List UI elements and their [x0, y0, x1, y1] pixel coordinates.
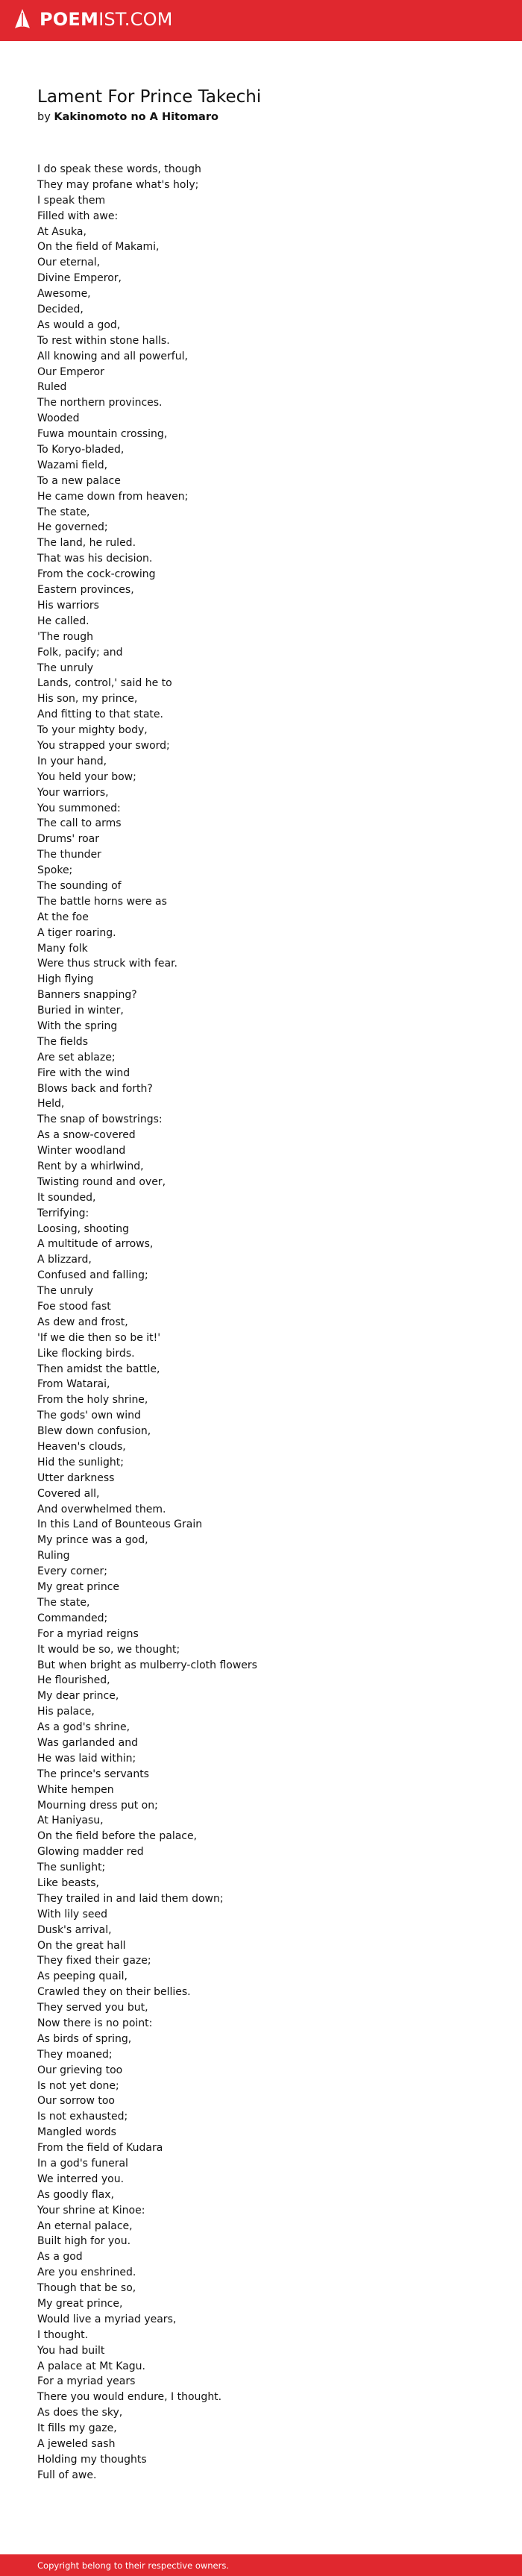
poem-byline [37, 110, 218, 124]
poem-line: Blew down confusion, [37, 1425, 151, 1438]
poem-line: Held, [37, 1098, 65, 1110]
poem-line: To rest within stone halls. [37, 334, 170, 347]
poem-line: On the field before the palace, [37, 1830, 198, 1843]
poem-line: Divine Emperor, [37, 272, 122, 285]
poem-line: The call to arms [37, 817, 122, 830]
poem-title: Lament For Prince Takechi [37, 87, 262, 107]
poem-line: Our Emperor [37, 365, 104, 378]
byline-label: by [37, 111, 51, 123]
poem-line: Filled with awe: [37, 210, 119, 222]
poem-line: Hid the sunlight; [37, 1456, 124, 1468]
poem-line: Wazami field, [37, 459, 108, 471]
poem-line: The fields [37, 1035, 88, 1048]
poem-line: Our eternal, [37, 257, 101, 269]
poem-line: From the holy shrine, [37, 1394, 148, 1407]
poem-line: The unruly [37, 1285, 94, 1298]
poem-line: Is not exhausted; [37, 2111, 128, 2123]
site-logo-text [40, 8, 173, 31]
poem-line: My great prince [37, 1581, 119, 1594]
poem-line: Eastern provinces, [37, 584, 134, 597]
poem-line: He called. [37, 615, 89, 627]
poem-line: As does the sky, [37, 2407, 123, 2419]
poem-line: Folk, pacify; and [37, 646, 123, 659]
poem-line: Glowing madder red [37, 1846, 144, 1859]
poem-line: Our grieving too [37, 2064, 123, 2076]
poem-line: We interred you. [37, 2173, 125, 2185]
poem-line: The battle horns were as [37, 895, 167, 908]
poem-line: It would be so, we thought; [37, 1643, 180, 1656]
poem-line: Fire with the wind [37, 1066, 130, 1079]
poem-body [37, 162, 257, 2484]
poem-line: Covered all, [37, 1487, 100, 1500]
poem-line: Buried in winter, [37, 1005, 124, 1017]
poem-line: It sounded, [37, 1191, 96, 1204]
poem-line: Every corner; [37, 1565, 107, 1578]
poem-line: Crawled they on their bellies. [37, 1986, 191, 1999]
poem-line: Is not yet done; [37, 2079, 119, 2092]
poem-line: The state, [37, 506, 90, 518]
poem-line: Terrifying: [37, 1207, 89, 1219]
poem-line: Ruled [37, 381, 67, 394]
poem-line: An eternal palace, [37, 2220, 133, 2232]
poem-line: At the foe [37, 911, 89, 923]
poem-line: Twisting round and over, [37, 1175, 166, 1188]
poem-line: Dusk's arrival, [37, 1923, 112, 1936]
poem-line: They fixed their gaze; [37, 1955, 151, 1967]
poem-line: The gods' own wind [37, 1410, 141, 1422]
poem-line: I thought. [37, 2328, 89, 2341]
poem-line: Drums' roar [37, 833, 99, 846]
logo-brand-bold: POEM [40, 9, 99, 30]
poem-line: Rent by a whirlwind, [37, 1160, 144, 1172]
poem-line: His warriors [37, 599, 99, 612]
poem-line: He was laid within; [37, 1752, 136, 1765]
poem-line: From the cock-crowing [37, 568, 156, 581]
poem-line: Awesome, [37, 288, 91, 301]
poem-line: In a god's funeral [37, 2158, 128, 2170]
poem-line: Commanded; [37, 1612, 108, 1624]
poem-line: With lily seed [37, 1908, 108, 1920]
poem-line: For a myriad reigns [37, 1627, 139, 1640]
poem-line: Holding my thoughts [37, 2453, 147, 2466]
poem-line: 'If we die then so be it!' [37, 1331, 161, 1344]
poem-line: It fills my gaze, [37, 2422, 117, 2435]
poem-line: Lands, control,' said he to [37, 677, 172, 690]
poem-line: He flourished, [37, 1674, 110, 1687]
poem-line: And overwhelmed them. [37, 1503, 166, 1515]
poem-line: In your hand, [37, 755, 107, 767]
poem-line: Full of awe. [37, 2469, 97, 2481]
poem-line: The thunder [37, 849, 101, 861]
poem-line: Heaven's clouds, [37, 1441, 126, 1454]
poem-line: Banners snapping? [37, 989, 137, 1002]
copyright-text: Copyright belong to their respective owners. [37, 2560, 230, 2571]
poem-line: Was garlanded and [37, 1736, 139, 1749]
poem-line: A tiger roaring. [37, 926, 116, 939]
poem-line: His palace, [37, 1706, 95, 1718]
poem-line: The prince's servants [37, 1768, 149, 1780]
poem-line: Are you enshrined. [37, 2266, 136, 2279]
poem-line: The state, [37, 1596, 90, 1609]
author-link[interactable]: Kakinomoto no A Hitomaro [54, 111, 218, 123]
poem-line: A blizzard, [37, 1254, 92, 1266]
poem-line: The northern provinces. [37, 397, 163, 409]
poem-line: The unruly [37, 662, 94, 674]
poem-line: Confused and falling; [37, 1269, 148, 1282]
poem-line: Though that be so, [37, 2282, 136, 2295]
poem-line: As dew and frost, [37, 1316, 128, 1328]
poem-line: As would a god, [37, 318, 121, 331]
poem-line: As birds of spring, [37, 2032, 132, 2045]
poem-line: At Haniyasu, [37, 1815, 104, 1827]
poem-line: With the spring [37, 1020, 118, 1032]
poem-line: They moaned; [37, 2048, 113, 2061]
logo-brand-light: IST.COM [98, 9, 173, 30]
poem-line: He governed; [37, 521, 108, 534]
poem-line: 'The rough [37, 630, 93, 643]
poem-line: There you would endure, I thought. [37, 2391, 222, 2404]
poem-line: In this Land of Bounteous Grain [37, 1518, 203, 1531]
poem-line: Now there is no point: [37, 2017, 153, 2029]
poem-line: Mangled words [37, 2126, 116, 2139]
poem-line: Many folk [37, 942, 88, 955]
poem-line: You had built [37, 2344, 105, 2357]
poem-line: I do speak these words, though [37, 163, 201, 175]
poem-line: Were thus struck with fear. [37, 958, 177, 970]
poem-line: The sounding of [37, 879, 122, 892]
poem-line: They served you but, [37, 2002, 148, 2014]
poem-line: The sunlight; [37, 1862, 106, 1874]
poem-line: A jeweled sash [37, 2438, 116, 2451]
poem-line: Would live a myriad years, [37, 2313, 177, 2325]
poem-line: Built high for you. [37, 2235, 131, 2248]
poem-line: Fuwa mountain crossing, [37, 428, 168, 441]
poem-line: Wooded [37, 412, 80, 425]
poem-line: That was his decision. [37, 553, 153, 565]
poem-line: On the field of Makami, [37, 241, 160, 254]
poem-line: Blows back and forth? [37, 1082, 153, 1095]
poem-line: Like beasts, [37, 1876, 99, 1889]
poem-line: All knowing and all powerful, [37, 350, 188, 362]
poem-line: Spoke; [37, 864, 73, 877]
poem-line: As a snow-covered [37, 1129, 136, 1142]
poem-line: For a myriad years [37, 2375, 136, 2388]
quill-pen-icon [13, 8, 32, 31]
poem-line: High flying [37, 973, 94, 986]
poem-line: The land, he ruled. [37, 537, 136, 550]
poem-line: A multitude of arrows, [37, 1238, 154, 1251]
poem-line: A palace at Mt Kagu. [37, 2360, 145, 2372]
poem-line: Winter woodland [37, 1145, 126, 1157]
poem-line: I speak them [37, 194, 106, 207]
poem-line: He came down from heaven; [37, 490, 189, 503]
poem-line: Mourning dress put on; [37, 1799, 158, 1812]
poem-line: My great prince, [37, 2298, 123, 2310]
poem-line: Foe stood fast [37, 1301, 111, 1313]
site-logo-link[interactable] [13, 8, 173, 31]
footer-bar [0, 2554, 522, 2576]
poem-line: You strapped your sword; [37, 739, 170, 752]
poem-line: Ruling [37, 1550, 70, 1562]
poem-line: From Watarai, [37, 1378, 110, 1391]
poem-line: Are set ablaze; [37, 1051, 116, 1064]
poem-line: You held your bow; [37, 770, 136, 783]
poem-line: And fitting to that state. [37, 709, 163, 721]
poem-line: They may profane what's holy; [37, 178, 199, 191]
poem-line: But when bright as mulberry-cloth flowers [37, 1659, 257, 1671]
poem-line: At Asuka, [37, 225, 87, 238]
poem-line: My dear prince, [37, 1690, 119, 1703]
poem-line: They trailed in and laid them down; [37, 1892, 224, 1905]
poem-line: As goodly flax, [37, 2188, 114, 2201]
poem-line: To a new palace [37, 474, 121, 487]
poem-line: To your mighty body, [37, 724, 148, 737]
poem-line: You summoned: [37, 802, 121, 814]
poem-line: As peeping quail, [37, 1970, 128, 1983]
poem-line: Decided, [37, 304, 84, 316]
poem-line: Your shrine at Kinoe: [37, 2204, 145, 2217]
poem-line: Our sorrow too [37, 2095, 116, 2108]
poem-line: To Koryo-bladed, [37, 444, 125, 456]
poem-line: As a god [37, 2251, 83, 2264]
poem-line: From the field of Kudara [37, 2142, 163, 2155]
poem-line: Utter darkness [37, 1471, 115, 1484]
poem-line: Then amidst the battle, [37, 1363, 160, 1375]
poem-line: Like flocking birds. [37, 1347, 135, 1360]
poem-line: On the great hall [37, 1939, 126, 1952]
poem-line: As a god's shrine, [37, 1721, 130, 1734]
poem-line: The snap of bowstrings: [37, 1113, 163, 1126]
poem-line: His son, my prince, [37, 693, 138, 706]
poem-line: White hempen [37, 1783, 114, 1796]
poem-line: My prince was a god, [37, 1534, 148, 1547]
poem-line: Your warriors, [37, 786, 109, 799]
top-bar [0, 0, 522, 41]
poem-line: Loosing, shooting [37, 1222, 129, 1235]
